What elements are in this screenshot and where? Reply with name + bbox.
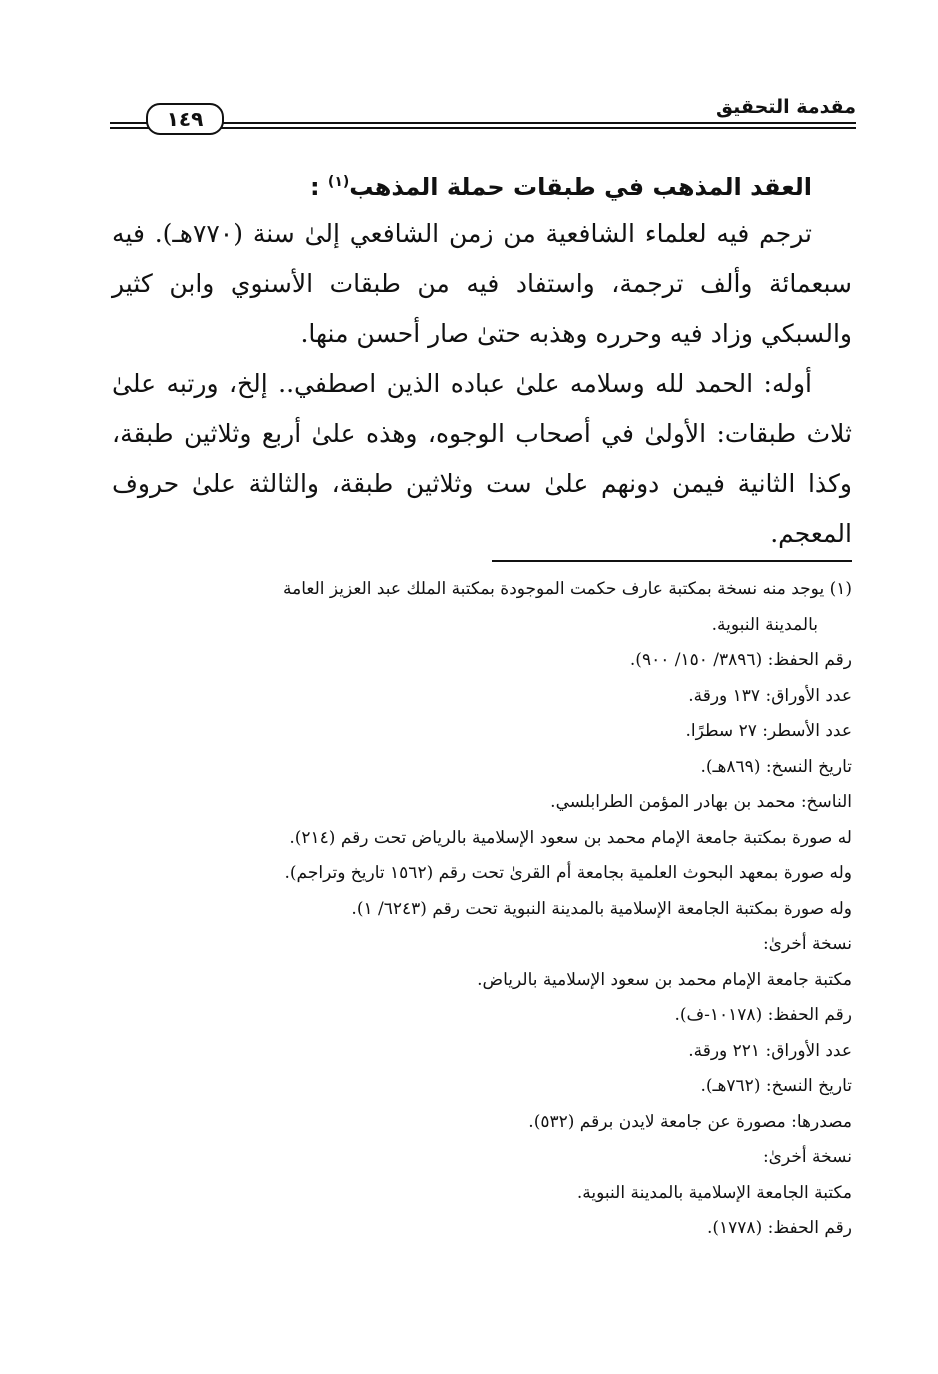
- footnote-line: عدد الأوراق: ٢٢١ ورقة.: [688, 1040, 852, 1061]
- footnotes: [100, 572, 852, 1247]
- paragraph-1-text: ترجم فيه لعلماء الشافعية من زمن الشافعي إلىٰ سنة (٧٧٠هـ). فيه سبعمائة وألف ترجمة، واستفاد فيه من طبقات الأسنوي وابن كثير والسبكي وزاد فيه وحرره وهذبه حتىٰ صار أحسن منها.: [112, 219, 852, 348]
- footnote-line: رقم الحفظ: (١٠١٧٨-ف).: [674, 1005, 852, 1025]
- section-heading: [112, 160, 812, 209]
- footnote-line: مكتبة جامعة الإمام محمد بن سعود الإسلامية بالرياض.: [477, 969, 852, 990]
- paragraph-2-text: أوله: الحمد لله وسلامه علىٰ عباده الذين اصطفي.. إلخ، ورتبه علىٰ ثلاث طبقات: الأولىٰ في أصحاب الوجوه، وهذه علىٰ أربع وثلاثين طبقة، وكذا الثانية فيمن دونهم علىٰ ست وثلاثين طبقة، والثالثة علىٰ حروف المعجم.: [112, 369, 852, 548]
- heading-text: العقد المذهب في طبقات حملة المذهب: [349, 173, 812, 201]
- footnote-line: (١) يوجد منه نسخة بمكتبة عارف حكمت الموجودة بمكتبة الملك عبد العزيز العامة: [282, 579, 852, 599]
- page-header: [110, 96, 856, 136]
- footnote-line: له صورة بمكتبة جامعة الإمام محمد بن سعود الإسلامية بالرياض تحت رقم (٢١٤).: [289, 827, 852, 848]
- footnote-line: مكتبة الجامعة الإسلامية بالمدينة النبوية.: [576, 1182, 852, 1203]
- footnote-separator: [492, 560, 852, 562]
- paragraph-2: [112, 359, 852, 559]
- footnote-line: تاريخ النسخ: (٧٦٢هـ).: [700, 1076, 852, 1096]
- footnote-ref: (١): [327, 174, 350, 190]
- footnote-line: نسخة أخرىٰ:: [762, 934, 852, 954]
- page-number: ١٤٩: [146, 103, 224, 135]
- footnote-line: رقم الحفظ: (٣٨٩٦/ ١٥٠/ ٩٠٠).: [629, 650, 852, 670]
- paragraph-1: [112, 209, 852, 359]
- footnote-line: وله صورة بمعهد البحوث العلمية بجامعة أم القرىٰ تحت رقم (١٥٦٢ تاريخ وتراجم).: [284, 863, 852, 883]
- footnote-line: رقم الحفظ: (١٧٧٨).: [706, 1218, 852, 1238]
- footnote-line: مصدرها: مصورة عن جامعة لايدن برقم (٥٣٢).: [528, 1111, 852, 1132]
- footnote-line: تاريخ النسخ: (٨٦٩هـ).: [700, 756, 852, 777]
- heading-colon: :: [309, 173, 320, 201]
- running-title: مقدمة التحقيق: [716, 96, 856, 118]
- footnote-line: عدد الأوراق: ١٣٧ ورقة.: [688, 685, 852, 706]
- main-text: [112, 160, 852, 559]
- footnote-line: بالمدينة النبوية.: [711, 614, 818, 635]
- footnote-line: نسخة أخرىٰ:: [762, 1147, 852, 1167]
- footnote-line: وله صورة بمكتبة الجامعة الإسلامية بالمدينة النبوية تحت رقم (٦٢٤٣/ ١).: [351, 898, 852, 919]
- footnote-line: عدد الأسطر: ٢٧ سطرًا.: [685, 721, 852, 741]
- footnote-line: الناسخ: محمد بن بهادر المؤمن الطرابلسي.: [550, 792, 852, 812]
